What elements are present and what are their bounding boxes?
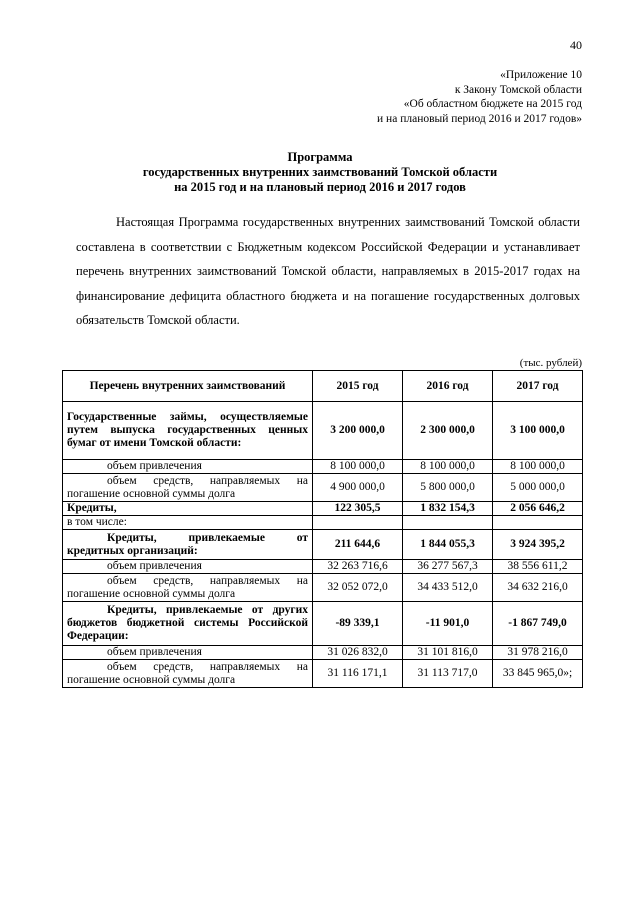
value-2016: 1 832 154,3 [403, 502, 493, 516]
value-2017 [493, 516, 583, 530]
title-line: Программа [287, 150, 353, 164]
row-name: объем средств, направляемых на погашение основной суммы долга [63, 660, 313, 688]
value-2016: 31 113 717,0 [403, 660, 493, 688]
value-2016: 36 277 567,3 [403, 560, 493, 574]
appendix-line: и на плановый период 2016 и 2017 годов» [377, 112, 582, 125]
table-row [63, 460, 583, 474]
header-cell: Перечень внутренних заимствований [63, 371, 313, 402]
value-2016: 34 433 512,0 [403, 574, 493, 602]
value-2016: 1 844 055,3 [403, 530, 493, 560]
page-number: 40 [570, 38, 582, 52]
table-row [63, 660, 583, 688]
value-2017: -1 867 749,0 [493, 602, 583, 646]
appendix-line: к Закону Томской области [454, 83, 582, 96]
table-row [63, 560, 583, 574]
value-2016: 8 100 000,0 [403, 460, 493, 474]
value-2015: 31 026 832,0 [313, 646, 403, 660]
value-2015: -89 339,1 [313, 602, 403, 646]
row-name: объем привлечения [63, 560, 313, 574]
table-row [63, 574, 583, 602]
header-cell: 2017 год [493, 371, 583, 402]
table-row [63, 646, 583, 660]
value-2017: 34 632 216,0 [493, 574, 583, 602]
value-2016: 5 800 000,0 [403, 474, 493, 502]
row-name: объем привлечения [63, 460, 313, 474]
title-line: на 2015 год и на плановый период 2016 и 2017 годов [174, 180, 466, 194]
table-row [63, 602, 583, 646]
value-2015: 3 200 000,0 [313, 402, 403, 460]
table-row [63, 530, 583, 560]
value-2015: 122 305,5 [313, 502, 403, 516]
value-2015: 211 644,6 [313, 530, 403, 560]
table-row [63, 402, 583, 460]
table-row [63, 502, 583, 516]
title-line: государственных внутренних заимствований Томской области [142, 165, 498, 179]
value-2017: 3 924 395,2 [493, 530, 583, 560]
row-name: Государственные займы, осуществляемые путем выпуска государственных ценных бумаг от имени Томской области: [63, 402, 313, 460]
header-cell: 2016 год [403, 371, 493, 402]
row-name: объем средств, направляемых на погашение основной суммы долга [63, 574, 313, 602]
value-2017: 5 000 000,0 [493, 474, 583, 502]
row-name: Кредиты, привлекаемые от кредитных организаций: [63, 530, 313, 560]
value-2015: 31 116 171,1 [313, 660, 403, 688]
value-2015 [313, 516, 403, 530]
value-2017: 2 056 646,2 [493, 502, 583, 516]
value-2017: 3 100 000,0 [493, 402, 583, 460]
value-2017: 8 100 000,0 [493, 460, 583, 474]
row-name: объем привлечения [63, 646, 313, 660]
appendix-header [282, 68, 582, 126]
header-cell: 2015 год [313, 371, 403, 402]
table-row [63, 474, 583, 502]
value-2016: -11 901,0 [403, 602, 493, 646]
row-name: Кредиты, привлекаемые от других бюджетов бюджетной системы Российской Федерации: [63, 602, 313, 646]
appendix-line: «Об областном бюджете на 2015 год [403, 98, 582, 110]
unit-label: (тыс. рублей) [519, 357, 582, 369]
borrowing-table [62, 370, 583, 688]
value-2016: 31 101 816,0 [403, 646, 493, 660]
value-2016: 2 300 000,0 [403, 402, 493, 460]
document-title [60, 150, 580, 195]
value-2015: 4 900 000,0 [313, 474, 403, 502]
value-2015: 32 263 716,6 [313, 560, 403, 574]
intro-paragraph: Настоящая Программа государственных внутренних заимствований Томской области составлена в соответствии с Бюджетным кодексом Российской Федерации и устанавливает перечень внутренних заимствований Томской области, направляемых в 2015-2017 годах на финансирование дефицита областного бюджета и на погашение государственных долговых обязательств Томской области. [76, 215, 580, 327]
value-2017: 33 845 965,0»; [493, 660, 583, 688]
value-2017: 31 978 216,0 [493, 646, 583, 660]
table-header-row [63, 371, 583, 402]
row-name: объем средств, направляемых на погашение основной суммы долга [63, 474, 313, 502]
value-2015: 8 100 000,0 [313, 460, 403, 474]
row-name: в том числе: [63, 516, 313, 530]
value-2016 [403, 516, 493, 530]
table-row [63, 516, 583, 530]
row-name: Кредиты, [63, 502, 313, 516]
value-2015: 32 052 072,0 [313, 574, 403, 602]
value-2017: 38 556 611,2 [493, 560, 583, 574]
appendix-line: «Приложение 10 [500, 69, 582, 81]
